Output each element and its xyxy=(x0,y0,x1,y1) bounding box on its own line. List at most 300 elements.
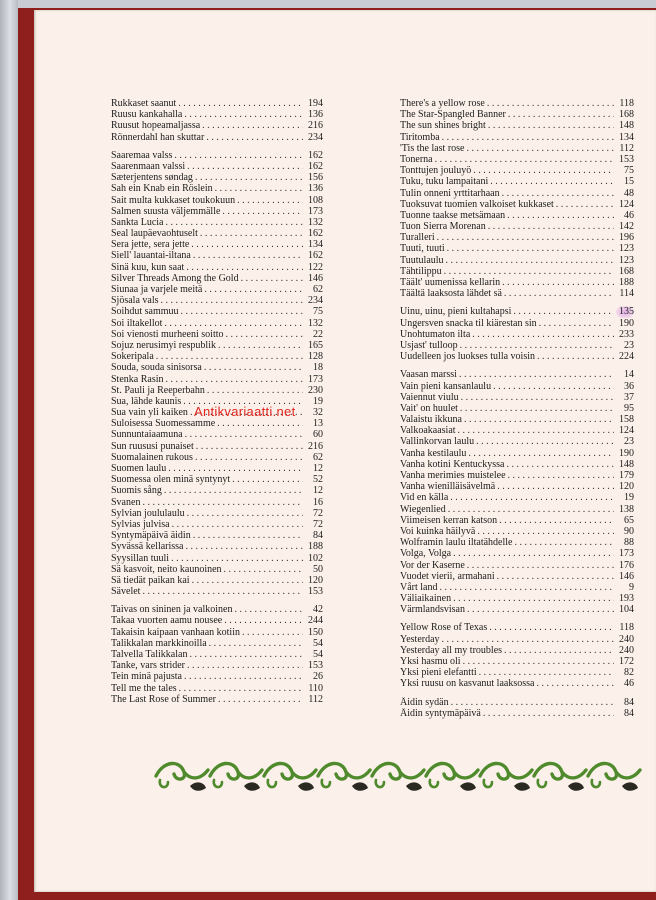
index-entry xyxy=(400,369,634,380)
index-entry xyxy=(111,660,323,671)
dot-leader xyxy=(487,98,614,109)
entry-page-number: 118 xyxy=(619,98,634,109)
entry-page-number: 233 xyxy=(619,328,634,340)
entry-title: Tonerna xyxy=(400,153,433,165)
entry-page-number: 112 xyxy=(308,693,323,705)
entry-title: Valkoakaasiat xyxy=(400,425,456,437)
vine-scroll-motif xyxy=(480,763,532,790)
entry-title: Vain pieni kansanlaulu xyxy=(400,380,492,392)
index-entry xyxy=(400,604,634,615)
dot-leader xyxy=(183,396,303,407)
dot-leader xyxy=(200,228,303,239)
dot-leader xyxy=(502,188,614,199)
entry-page-number: 153 xyxy=(308,660,323,672)
dot-leader xyxy=(508,470,614,481)
dot-leader xyxy=(185,429,303,440)
entry-title: Vaiennut viulu xyxy=(400,391,459,403)
entry-page-number: 65 xyxy=(624,514,634,526)
dot-leader xyxy=(499,515,614,526)
entry-page-number: 172 xyxy=(619,656,634,667)
entry-page-number: 146 xyxy=(619,570,634,582)
entry-title: Valaistu ikkuna xyxy=(400,414,462,426)
entry-page-number: 176 xyxy=(619,559,634,571)
entry-title: Voi kuinka häilyvä xyxy=(400,525,476,537)
vine-scroll-motif xyxy=(588,763,640,790)
dot-leader xyxy=(237,195,303,206)
index-group xyxy=(111,604,323,705)
entry-title: Vor der Kaserne xyxy=(400,559,465,571)
entry-title: Sjösala vals xyxy=(111,295,159,307)
dot-leader xyxy=(195,452,303,463)
index-entry xyxy=(400,708,634,719)
entry-page-number: 240 xyxy=(619,644,634,656)
entry-page-number: 52 xyxy=(313,474,323,486)
entry-page-number: 173 xyxy=(619,548,634,560)
dot-leader xyxy=(172,519,303,530)
index-entry xyxy=(400,436,634,447)
index-entry xyxy=(111,683,323,694)
index-group xyxy=(111,98,323,143)
entry-title: Yesterday all my troubles xyxy=(400,644,503,656)
dot-leader xyxy=(490,176,614,187)
index-entry xyxy=(400,288,634,299)
entry-title: Syvässä kellarissa xyxy=(111,541,184,553)
entry-title: Usjast' tulloop xyxy=(400,339,458,351)
entry-page-number: 148 xyxy=(619,458,634,470)
index-entry xyxy=(400,582,634,593)
dot-leader xyxy=(459,369,614,380)
dot-leader xyxy=(165,217,303,228)
index-entry xyxy=(400,537,634,548)
entry-title: Soi iltakellot xyxy=(111,317,163,329)
entry-title: Vaasan marssi xyxy=(400,369,457,381)
index-entry xyxy=(400,188,634,199)
entry-title: Sera jette, sera jette xyxy=(111,239,190,251)
index-entry xyxy=(111,627,323,638)
dot-leader xyxy=(493,381,614,392)
entry-page-number: 90 xyxy=(624,525,634,537)
dot-leader xyxy=(497,571,614,582)
dot-leader xyxy=(209,638,303,649)
entry-title: Sä kasvoit, neito kaunoinen xyxy=(111,563,222,575)
index-entry xyxy=(400,515,634,526)
dot-leader xyxy=(437,232,614,243)
dot-leader xyxy=(164,318,303,329)
entry-title: Tuku, tuku lampaitani xyxy=(400,176,489,188)
dot-leader xyxy=(242,627,303,638)
dot-leader xyxy=(174,150,303,161)
index-entry xyxy=(111,418,323,429)
dot-leader xyxy=(193,530,303,541)
index-entry xyxy=(111,284,323,295)
entry-title: Syntymäpäivä äidin xyxy=(111,530,191,542)
dot-leader xyxy=(179,683,303,694)
index-group xyxy=(400,98,634,299)
index-entry xyxy=(111,604,323,615)
index-group xyxy=(400,306,634,362)
entry-title: Salmen suusta väljemmälle xyxy=(111,205,221,217)
entry-title: Unohtumaton ilta xyxy=(400,328,471,340)
entry-page-number: 138 xyxy=(619,503,634,515)
index-entry xyxy=(111,206,323,217)
dot-leader xyxy=(189,649,303,660)
index-column-left xyxy=(111,98,323,712)
entry-page-number: 123 xyxy=(619,254,634,266)
entry-title: Ruusu kankahalla xyxy=(111,109,183,121)
entry-page-number: 193 xyxy=(619,593,634,605)
dot-leader xyxy=(235,604,304,615)
entry-title: Svanen xyxy=(111,496,141,508)
entry-page-number: 12 xyxy=(313,463,323,474)
index-entry xyxy=(111,374,323,385)
dot-leader xyxy=(467,604,614,615)
entry-page-number: 23 xyxy=(624,436,634,448)
entry-page-number: 112 xyxy=(619,142,634,154)
entry-title: Uinu, uinu, pieni kultahapsi xyxy=(400,306,512,318)
entry-page-number: 37 xyxy=(624,391,634,403)
entry-page-number: 216 xyxy=(308,120,323,132)
entry-page-number: 132 xyxy=(308,216,323,228)
entry-page-number: 95 xyxy=(624,402,634,414)
entry-page-number: 12 xyxy=(313,485,323,497)
dot-leader xyxy=(513,306,614,317)
dot-leader xyxy=(186,541,304,552)
entry-title: Tanke, vars strider xyxy=(111,660,185,672)
index-entry xyxy=(111,441,323,452)
entry-title: Väliaikainen xyxy=(400,593,452,605)
entry-title: Rönnerdahl han skuttar xyxy=(111,131,205,143)
entry-page-number: 82 xyxy=(624,667,634,679)
entry-title: Souda, souda sinisorsa xyxy=(111,362,202,374)
entry-title: Seal laupäevaohtuselt xyxy=(111,228,198,240)
dot-leader xyxy=(460,403,614,414)
entry-page-number: 234 xyxy=(308,295,323,307)
entry-page-number: 134 xyxy=(308,239,323,251)
index-entry xyxy=(400,266,634,277)
index-group xyxy=(400,622,634,689)
index-entry xyxy=(111,295,323,306)
entry-title: St. Pauli ja Reeperbahn xyxy=(111,384,205,396)
index-entry xyxy=(400,634,634,645)
dot-leader xyxy=(476,436,614,447)
decorative-vine-ornament xyxy=(154,752,642,798)
entry-title: Vallinkorvan laulu xyxy=(400,436,475,448)
entry-page-number: 36 xyxy=(624,380,634,392)
dot-leader xyxy=(467,143,615,154)
entry-title: Ruusut hopeamaljassa xyxy=(111,120,201,132)
entry-page-number: 162 xyxy=(308,160,323,172)
entry-title: Vait' on huulet xyxy=(400,402,458,414)
index-entry xyxy=(400,492,634,503)
entry-page-number: 179 xyxy=(619,470,634,481)
entry-page-number: 158 xyxy=(619,414,634,426)
entry-page-number: 46 xyxy=(624,209,634,221)
entry-title: Vid en källa xyxy=(400,492,449,504)
index-entry xyxy=(400,667,634,678)
dot-leader xyxy=(204,284,303,295)
dot-leader xyxy=(166,374,304,385)
entry-title: Takaisin kaipaan vanhaan kotiin xyxy=(111,626,240,638)
index-entry xyxy=(111,150,323,161)
index-entry xyxy=(400,165,634,176)
dot-leader xyxy=(536,678,614,689)
entry-title: Sua vain yli kaiken xyxy=(111,407,188,419)
index-entry xyxy=(111,638,323,649)
dot-leader xyxy=(502,277,614,288)
dot-leader xyxy=(460,340,614,351)
dot-leader xyxy=(184,671,303,682)
entry-page-number: 162 xyxy=(308,250,323,262)
dot-leader xyxy=(218,694,303,705)
entry-page-number: 120 xyxy=(308,574,323,586)
entry-title: Sua, lähde kaunis xyxy=(111,395,182,407)
entry-page-number: 108 xyxy=(308,194,323,206)
entry-title: Sankta Lucia xyxy=(111,216,164,228)
index-entry xyxy=(111,318,323,329)
dot-leader xyxy=(206,132,303,143)
entry-title: There's a yellow rose xyxy=(400,98,485,109)
index-entry xyxy=(400,277,634,288)
entry-title: Suomis sång xyxy=(111,485,162,497)
index-entry xyxy=(400,425,634,436)
dot-leader xyxy=(508,109,614,120)
entry-page-number: 13 xyxy=(313,418,323,430)
dot-leader xyxy=(232,474,303,485)
entry-title: Vuodet vierii, armahani xyxy=(400,570,495,582)
index-entry xyxy=(111,362,323,373)
vine-scroll-motif xyxy=(156,763,208,790)
dot-leader xyxy=(187,660,303,671)
index-entry xyxy=(111,183,323,194)
index-entry xyxy=(400,645,634,656)
entry-page-number: 173 xyxy=(308,373,323,385)
dot-leader xyxy=(187,508,303,519)
entry-page-number: 26 xyxy=(313,671,323,683)
dot-leader xyxy=(195,172,303,183)
index-entry xyxy=(400,656,634,667)
entry-title: Ungersven snacka til kiärestan sin xyxy=(400,317,537,329)
index-entry xyxy=(400,306,634,317)
dot-leader xyxy=(224,615,303,626)
entry-page-number: 173 xyxy=(308,205,323,217)
entry-page-number: 32 xyxy=(313,407,323,419)
entry-page-number: 224 xyxy=(619,351,634,363)
entry-title: Turalleri xyxy=(400,232,435,244)
index-entry xyxy=(111,694,323,705)
dot-leader xyxy=(479,667,614,678)
index-entry xyxy=(111,239,323,250)
dot-leader xyxy=(187,161,303,172)
dot-leader xyxy=(515,537,615,548)
entry-title: Sylvias julvisa xyxy=(111,518,170,530)
dot-leader xyxy=(222,206,303,217)
entry-page-number: 150 xyxy=(308,626,323,638)
entry-page-number: 19 xyxy=(313,395,323,407)
entry-title: Sä tiedät paikan kai xyxy=(111,574,190,586)
entry-title: Vanha kotini Kentuckyssa xyxy=(400,458,505,470)
entry-page-number: 84 xyxy=(624,707,634,719)
vine-scroll-motif xyxy=(318,763,370,790)
index-entry xyxy=(400,98,634,109)
index-entry xyxy=(400,329,634,340)
dot-leader xyxy=(442,132,614,143)
vine-scroll-motif xyxy=(264,763,316,790)
entry-title: Yksi ruusu on kasvanut laaksossa xyxy=(400,678,535,690)
book-binding xyxy=(0,0,18,900)
entry-title: Syysillan tuuli xyxy=(111,552,170,564)
index-entry xyxy=(400,526,634,537)
dot-leader xyxy=(217,418,303,429)
index-group xyxy=(400,697,634,719)
index-entry xyxy=(111,508,323,519)
index-entry xyxy=(111,519,323,530)
entry-title: Suomen laulu xyxy=(111,463,167,474)
entry-title: Volga, Volga xyxy=(400,548,452,560)
index-entry xyxy=(400,403,634,414)
index-entry xyxy=(111,474,323,485)
index-entry xyxy=(111,262,323,273)
dot-leader xyxy=(464,414,614,425)
entry-title: Viimeisen kerran katson xyxy=(400,514,498,526)
index-entry xyxy=(400,593,634,604)
entry-title: Tein minä pajusta xyxy=(111,671,182,683)
dot-leader xyxy=(444,266,614,277)
dot-leader xyxy=(453,593,614,604)
entry-page-number: 136 xyxy=(308,183,323,195)
index-entry xyxy=(111,564,323,575)
dot-leader xyxy=(178,98,303,109)
index-entry xyxy=(111,98,323,109)
dot-leader xyxy=(483,708,614,719)
entry-title: Rukkaset saanut xyxy=(111,98,177,109)
vine-scroll-motif xyxy=(210,763,262,790)
dot-leader xyxy=(463,656,614,667)
dot-leader xyxy=(190,407,303,418)
dot-leader xyxy=(507,210,614,221)
entry-page-number: 110 xyxy=(308,682,323,694)
index-page xyxy=(34,10,656,892)
entry-page-number: 23 xyxy=(624,339,634,351)
index-entry xyxy=(111,340,323,351)
entry-title: Saarenmaan valssi xyxy=(111,160,186,172)
entry-title: Uudelleen jos luokses tulla voisin xyxy=(400,351,535,363)
entry-title: Sun ruususi punaiset xyxy=(111,440,194,452)
entry-page-number: 230 xyxy=(308,384,323,396)
entry-title: Yesterday xyxy=(400,633,440,645)
index-entry xyxy=(111,429,323,440)
entry-page-number: 128 xyxy=(308,351,323,363)
entry-title: Yksi hasmu oli xyxy=(400,656,461,667)
entry-title: Taivas on sininen ja valkoinen xyxy=(111,604,233,616)
entry-title: Suloisessa Suomessamme xyxy=(111,418,216,430)
entry-title: Yellow Rose of Texas xyxy=(400,622,488,634)
entry-title: Siell' lauantai-iltana xyxy=(111,250,191,262)
entry-title: Tiritomba xyxy=(400,131,440,143)
entry-title: Suomalainen rukous xyxy=(111,451,193,463)
index-entry xyxy=(400,504,634,515)
index-entry xyxy=(400,210,634,221)
entry-page-number: 123 xyxy=(619,243,634,255)
index-entry xyxy=(400,622,634,633)
index-group xyxy=(400,369,634,615)
entry-title: Vårt land xyxy=(400,581,438,593)
index-entry xyxy=(400,392,634,403)
entry-page-number: 18 xyxy=(313,362,323,374)
entry-page-number: 84 xyxy=(313,530,323,542)
dot-leader xyxy=(556,199,614,210)
entry-title: Tuonne taakse metsämaan xyxy=(400,209,506,221)
entry-title: Talikkalan markkinoilla xyxy=(111,637,207,649)
entry-title: Sokeripala xyxy=(111,351,154,363)
index-entry xyxy=(400,154,634,165)
dot-leader xyxy=(539,318,614,329)
entry-page-number: 54 xyxy=(313,649,323,660)
dot-leader xyxy=(506,459,614,470)
entry-title: Vanha kestilaulu xyxy=(400,447,467,459)
entry-page-number: 135 xyxy=(616,306,634,317)
entry-page-number: 9 xyxy=(629,581,634,593)
dot-leader xyxy=(186,262,303,273)
index-entry xyxy=(111,132,323,143)
dot-leader xyxy=(461,392,614,403)
entry-page-number: 234 xyxy=(308,131,323,143)
entry-title: Tulin onneni yrttitarhaan xyxy=(400,187,500,199)
entry-title: Tuuti, tuuti xyxy=(400,243,445,255)
entry-page-number: 124 xyxy=(619,425,634,437)
index-entry xyxy=(400,678,634,689)
index-entry xyxy=(111,329,323,340)
entry-page-number: 62 xyxy=(313,284,323,295)
dot-leader xyxy=(504,288,614,299)
entry-page-number: 168 xyxy=(619,265,634,277)
entry-title: Sæterjentens søndag xyxy=(111,172,193,184)
dot-leader xyxy=(224,564,303,575)
index-entry xyxy=(111,109,323,120)
index-entry xyxy=(111,553,323,564)
entry-page-number: 22 xyxy=(313,328,323,340)
entry-page-number: 104 xyxy=(619,604,634,616)
dot-leader xyxy=(435,154,614,165)
entry-title: Yksi pieni elefantti xyxy=(400,667,477,679)
index-entry xyxy=(111,217,323,228)
entry-page-number: 72 xyxy=(313,507,323,519)
entry-page-number: 54 xyxy=(313,637,323,649)
dot-leader xyxy=(202,120,303,131)
entry-page-number: 84 xyxy=(624,696,634,708)
dot-leader xyxy=(497,481,614,492)
index-entry xyxy=(111,120,323,131)
entry-title: Värmlandsvisan xyxy=(400,604,465,616)
index-group xyxy=(111,150,323,598)
index-entry xyxy=(111,396,323,407)
dot-leader xyxy=(468,448,614,459)
index-entry xyxy=(400,199,634,210)
entry-page-number: 15 xyxy=(624,176,634,188)
index-entry xyxy=(400,560,634,571)
entry-page-number: 153 xyxy=(619,153,634,165)
entry-page-number: 190 xyxy=(619,317,634,329)
entry-title: Tell me the tales xyxy=(111,682,177,694)
entry-title: Suomessa olen minä syntynyt xyxy=(111,474,231,486)
entry-title: Soihdut sammuu xyxy=(111,306,179,318)
entry-page-number: 244 xyxy=(308,615,323,627)
entry-page-number: 42 xyxy=(313,604,323,616)
entry-page-number: 196 xyxy=(619,232,634,244)
entry-page-number: 14 xyxy=(624,369,634,381)
index-entry xyxy=(111,671,323,682)
index-entry xyxy=(111,407,323,418)
entry-title: Talvella Talikkalan xyxy=(111,649,188,660)
